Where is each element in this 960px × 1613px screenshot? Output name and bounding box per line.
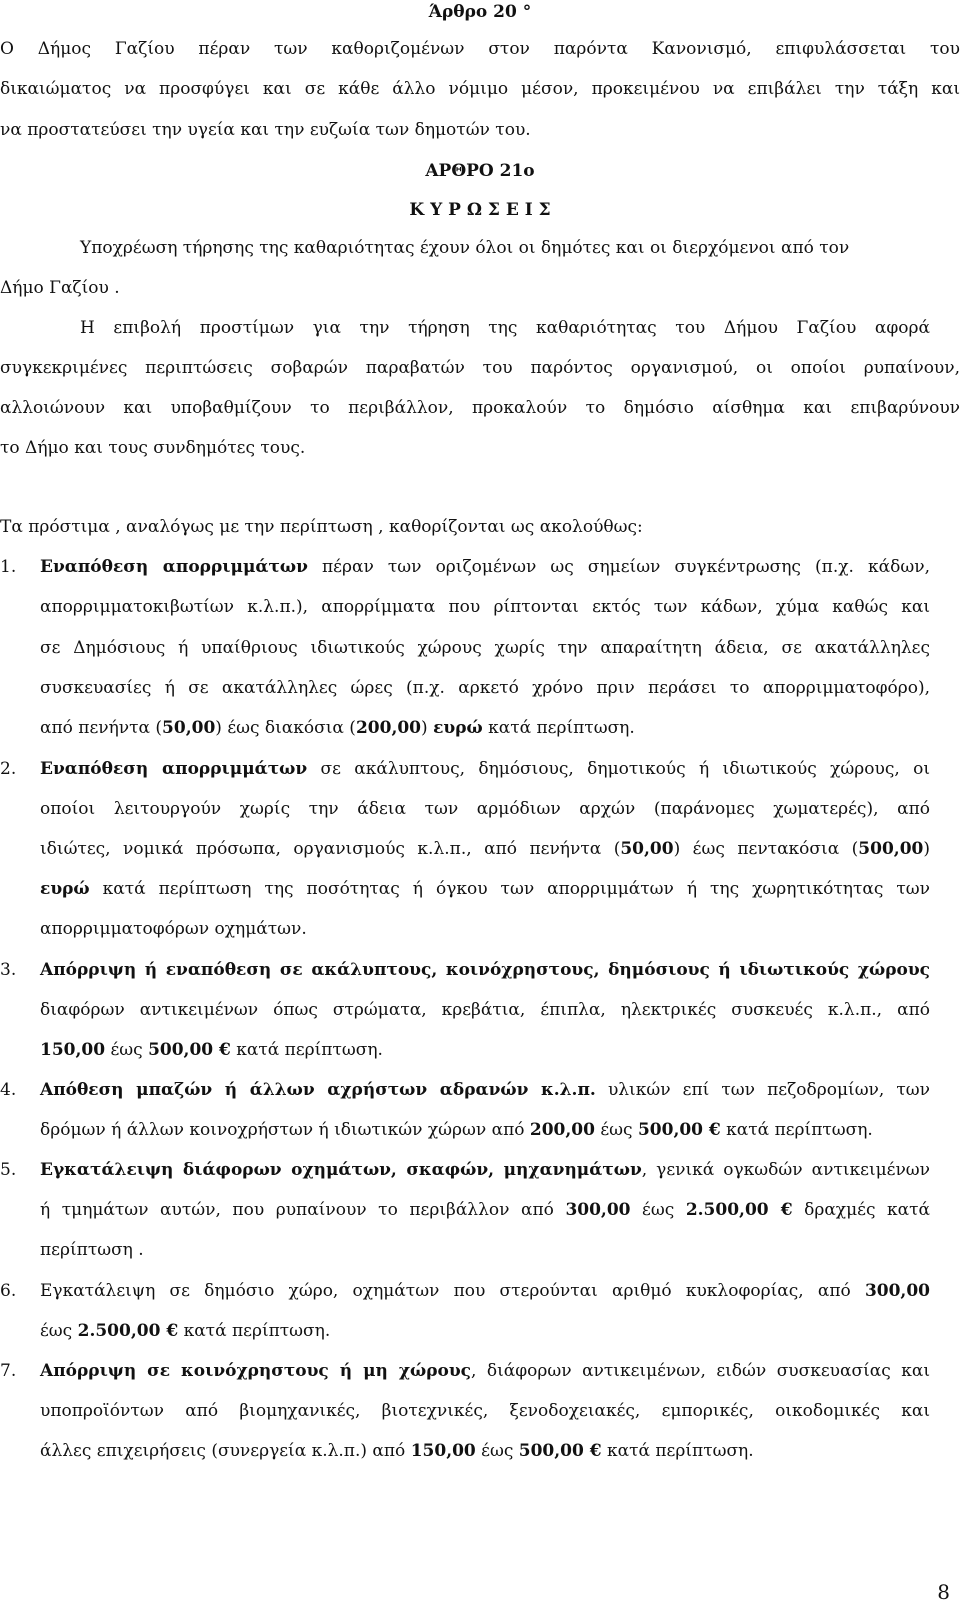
paragraph-1-line-1: Υποχρέωση τήρησης της καθαριότητας έχουν όλοι οι δημότες και οι διερχόμενοι από τον [80, 238, 850, 258]
list-item-6-number: 6. [0, 1281, 17, 1301]
list-item-3-line-3: 150,00 έως 500,00 € κατά περίπτωση. [40, 1040, 383, 1060]
list-item-7-line-1: Απόρριψη σε κοινόχρηστους ή μη χώρους, διάφορων αντικειμένων, ειδών συσκευασίας και [40, 1361, 930, 1381]
article-20-title: Άρθρο 20 ° [428, 2, 532, 22]
list-item-2-line-3: ιδιώτες, νομικά πρόσωπα, οργανισμούς κ.λ.π., από πενήντα (50,00) έως πεντακόσια (500,00) [40, 839, 930, 859]
paragraph-2-line-1: Η επιβολή προστίμων για την τήρηση της καθαριότητας του Δήμου Γαζίου αφορά [80, 318, 930, 338]
article-20-line-1: Ο Δήμος Γαζίου πέραν των καθοριζομένων στον παρόντα Κανονισμό, επιφυλάσσεται του [0, 39, 960, 59]
list-item-6-line-1: Εγκατάλειψη σε δημόσιο χώρο, οχημάτων που στερούνται αριθμό κυκλοφορίας, από 300,00 [40, 1281, 930, 1301]
paragraph-1-line-2: Δήμο Γαζίου . [0, 278, 120, 298]
list-item-4-line-2: δρόμων ή άλλων κοινοχρήστων ή ιδιωτικών χώρων από 200,00 έως 500,00 € κατά περίπτωση. [40, 1120, 873, 1140]
list-item-2-line-2: οποίοι λειτουργούν χωρίς την άδεια των αρμόδιων αρχών (παράνομες χωματερές), από [40, 799, 930, 819]
list-item-4-number: 4. [0, 1080, 17, 1100]
list-item-2-number: 2. [0, 759, 17, 779]
list-item-1-number: 1. [0, 557, 17, 577]
paragraph-2-line-2: συγκεκριμένες περιπτώσεις σοβαρών παραβατών του παρόντος οργανισμού, οι οποίοι ρυπαίνουν, [0, 358, 960, 378]
fines-intro: Τα πρόστιμα , αναλόγως με την περίπτωση , καθορίζονται ως ακολούθως: [0, 517, 643, 537]
list-item-2-line-4: ευρώ κατά περίπτωση της ποσότητας ή όγκου των απορριμμάτων ή της χωρητικότητας των [40, 879, 930, 899]
paragraph-2-line-3: αλλοιώνουν και υποβαθμίζουν το περιβάλλον, προκαλούν το δημόσιο αίσθημα και επιβαρύνουν [0, 398, 960, 418]
list-item-6-line-2: έως 2.500,00 € κατά περίπτωση. [40, 1321, 331, 1341]
list-item-1-line-1: Εναπόθεση απορριμμάτων πέραν των οριζομένων ως σημείων συγκέντρωσης (π.χ. κάδων, [40, 557, 930, 577]
article-21-subtitle: Κ Υ Ρ Ω Σ Ε Ι Σ [409, 200, 551, 220]
list-item-5-line-1: Εγκατάλειψη διάφορων οχημάτων, σκαφών, μηχανημάτων, γενικά ογκωδών αντικειμένων [40, 1160, 930, 1180]
list-item-1-line-4: συσκευασίες ή σε ακατάλληλες ώρες (π.χ. αρκετό χρόνο πριν περάσει το απορριμματοφόρο), [40, 678, 930, 698]
list-item-4-line-1: Απόθεση μπαζών ή άλλων αχρήστων αδρανών κ.λ.π. υλικών επί των πεζοδρομίων, των [40, 1080, 930, 1100]
list-item-7-number: 7. [0, 1361, 17, 1381]
list-item-5-line-3: περίπτωση . [40, 1240, 144, 1260]
paragraph-2-line-4: το Δήμο και τους συνδημότες τους. [0, 438, 306, 458]
article-20-line-2: δικαιώματος να προσφύγει και σε κάθε άλλο νόμιμο μέσον, προκειμένου να επιβάλει την τάξη και [0, 79, 960, 99]
list-item-2-line-5: απορριμματοφόρων οχημάτων. [40, 919, 307, 939]
list-item-2-line-1: Εναπόθεση απορριμμάτων σε ακάλυπτους, δημόσιους, δημοτικούς ή ιδιωτικούς χώρους, οι [40, 759, 930, 779]
list-item-3-line-1: Απόρριψη ή εναπόθεση σε ακάλυπτους, κοινόχρηστους, δημόσιους ή ιδιωτικούς χώρους [40, 960, 930, 980]
list-item-3-line-2: διαφόρων αντικειμένων όπως στρώματα, κρεβάτια, έπιπλα, ηλεκτρικές συσκευές κ.λ.π., από [40, 1000, 930, 1020]
list-item-1-line-2: απορριμματοκιβωτίων κ.λ.π.), απορρίμματα που ρίπτονται εκτός των κάδων, χύμα καθώς και [40, 597, 930, 617]
list-item-7-line-3: άλλες επιχειρήσεις (συνεργεία κ.λ.π.) από 150,00 έως 500,00 € κατά περίπτωση. [40, 1441, 754, 1461]
article-21-title: ΑΡΘΡΟ 21ο [425, 161, 535, 181]
list-item-5-line-2: ή τμημάτων αυτών, που ρυπαίνουν το περιβάλλον από 300,00 έως 2.500,00 € δραχμές κατά [40, 1200, 931, 1220]
list-item-1-line-5: από πενήντα (50,00) έως διακόσια (200,00) ευρώ κατά περίπτωση. [40, 718, 635, 738]
list-item-1-line-3: σε Δημόσιους ή υπαίθριους ιδιωτικούς χώρους χωρίς την απαραίτητη άδεια, σε ακατάλληλες [40, 638, 930, 658]
list-item-3-number: 3. [0, 960, 17, 980]
article-20-line-3: να προστατεύσει την υγεία και την ευζωία των δημοτών του. [0, 120, 531, 140]
page-number: 8 [937, 1580, 950, 1604]
list-item-7-line-2: υποπροϊόντων από βιομηχανικές, βιοτεχνικές, ξενοδοχειακές, εμπορικές, οικοδομικές και [40, 1401, 930, 1421]
list-item-5-number: 5. [0, 1160, 17, 1180]
